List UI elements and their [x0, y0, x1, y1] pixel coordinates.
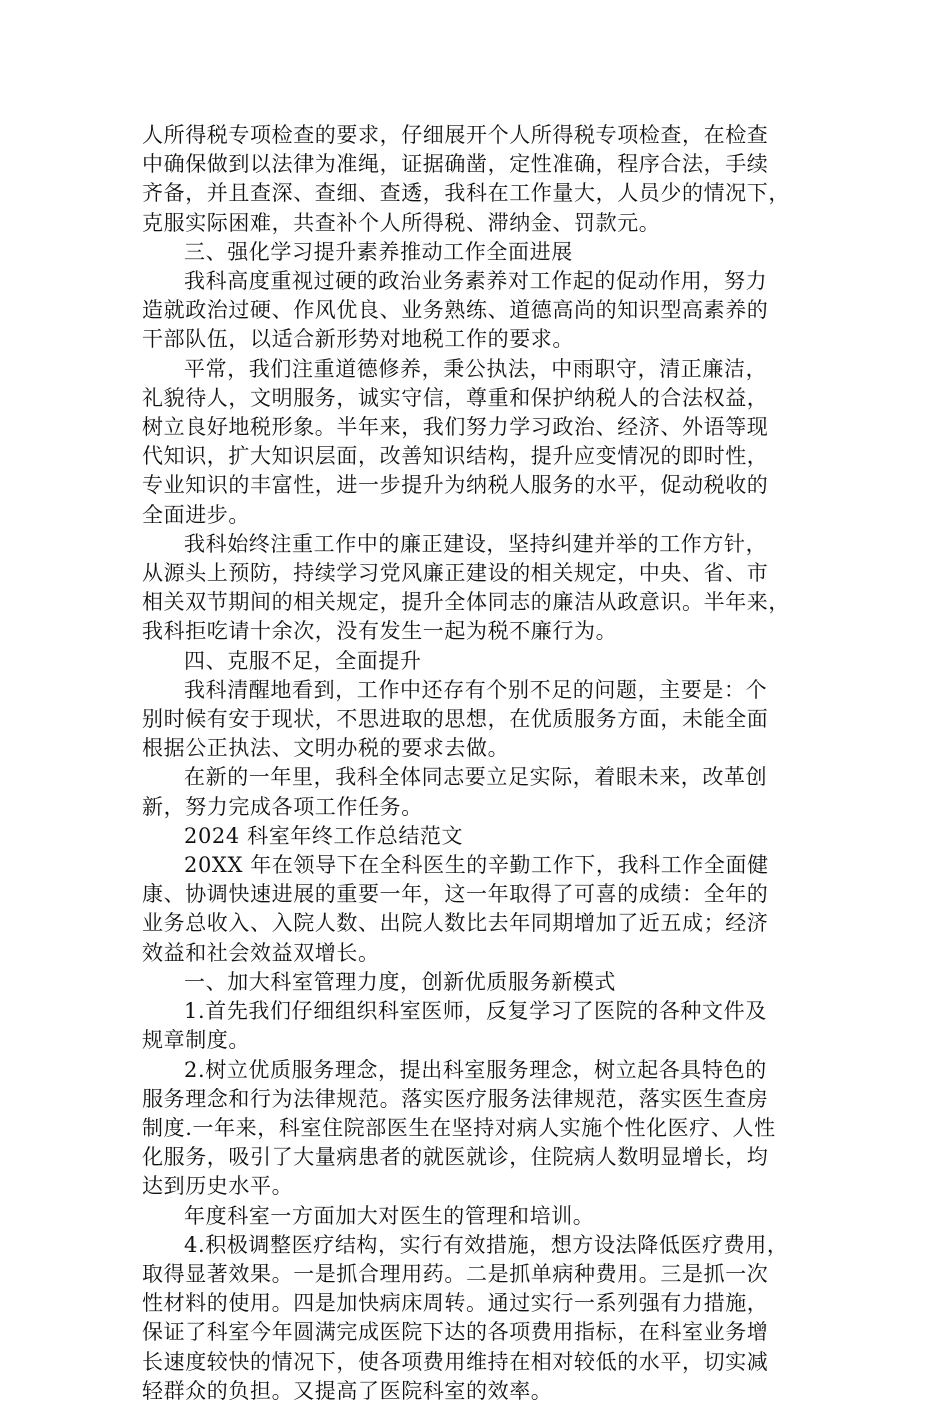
paragraph-new-year: 在新的一年里，我科全体同志要立足实际，着眼未来，改革创 新，努力完成各项工作任务。 [142, 765, 768, 819]
paragraph-integrity: 我科始终注重工作中的廉正建设，坚持纠建并举的工作方针， 从源头上预防，持续学习党风廉正建设的相关规定，中央、省、市 相关双节期间的相关规定，提升全体同志的廉洁从政意识。半年来， 我科拒吃请十余次，没有发生一起为税不廉行为。 [142, 531, 790, 644]
paragraph-shortcomings: 我科清醒地看到，工作中还存有个别不足的问题，主要是：个 别时候有安于现状，不思进取的思想，在优质服务方面，未能全面 根据公正执法、文明办税的要求去做。 [142, 677, 769, 761]
paragraph-item-1: 1.首先我们仔细组织科室医师，反复学习了医院的各种文件及 规章制度。 [142, 999, 767, 1053]
paragraph-training: 年度科室一方面加大对医生的管理和培训。 [184, 1203, 595, 1228]
heading-section-four: 四、克服不足，全面提升 [184, 648, 422, 673]
heading-section-one: 一、加大科室管理力度，创新优质服务新模式 [184, 969, 616, 994]
paragraph-item-4: 4.积极调整医疗结构，实行有效措施，想方设法降低医疗费用， 取得显著效果。一是抓合理用药。二是抓单病种费用。三是抓一次 性材料的使用。四是加快病床周转。通过实行一系列强有力措施， 保证了科室今年圆满完成医院下达的各项费用指标，在科室业务增 长速度较快的情况下，使各项费用维持在相对较低的水平，切实减 轻群众的负担。又提高了医院科室的效率。 [142, 1232, 789, 1403]
paragraph-tax-inspection: 人所得税专项检查的要求，仔细展开个人所得税专项检查，在检查 中确保做到以法律为准绳，证据确凿，定性准确，程序合法，手续 齐备，并且查深、查细、查透，我科在工作量大，人员少的情况下， 克服实际困难，共查补个人所得税、滞纳金、罚款元。 [142, 123, 790, 235]
heading-section-three: 三、强化学习提升素养推动工作全面进展 [184, 239, 573, 264]
paragraph-moral-cultivation: 平常，我们注重道德修养，秉公执法，中雨职守，清正廉洁， 礼貌待人，文明服务，诚实守信，尊重和保护纳税人的合法权益， 树立良好地税形象。半年来，我们努力学习政治、经济、外语等现 代知识，扩大知识层面，改善知识结构，提升应变情况的即时性， 专业知识的丰富性，进一步提升为纳税人服务的水平，促动税收的 全面进步。 [142, 356, 769, 527]
paragraph-annual-overview: 20XX 年在领导下在全科医生的辛勤工作下，我科工作全面健 康、协调快速进展的重要一年，这一年取得了可喜的成绩：全年的 业务总收入、入院人数、出院人数比去年同期增加了近五成；经济 效益和社会效益双增长。 [142, 853, 769, 965]
document-title: 2024 科室年终工作总结范文 [184, 823, 464, 848]
paragraph-political-quality: 我科高度重视过硬的政治业务素养对工作起的促动作用，努力 造就政治过硬、作风优良、业务熟练、道德高尚的知识型高素养的 干部队伍，以适合新形势对地税工作的要求。 [142, 269, 769, 352]
paragraph-item-2: 2.树立优质服务理念，提出科室服务理念，树立起各具特色的 服务理念和行为法律规范。落实医疗服务法律规范，落实医生查房 制度.一年来，科室住院部医生在坚持对病人实施个性化医疗、人性 化服务，吸引了大量病患者的就医就诊，住院病人数明显增长，均 达到历史水平。 [142, 1057, 776, 1199]
document-body [142, 121, 812, 1406]
